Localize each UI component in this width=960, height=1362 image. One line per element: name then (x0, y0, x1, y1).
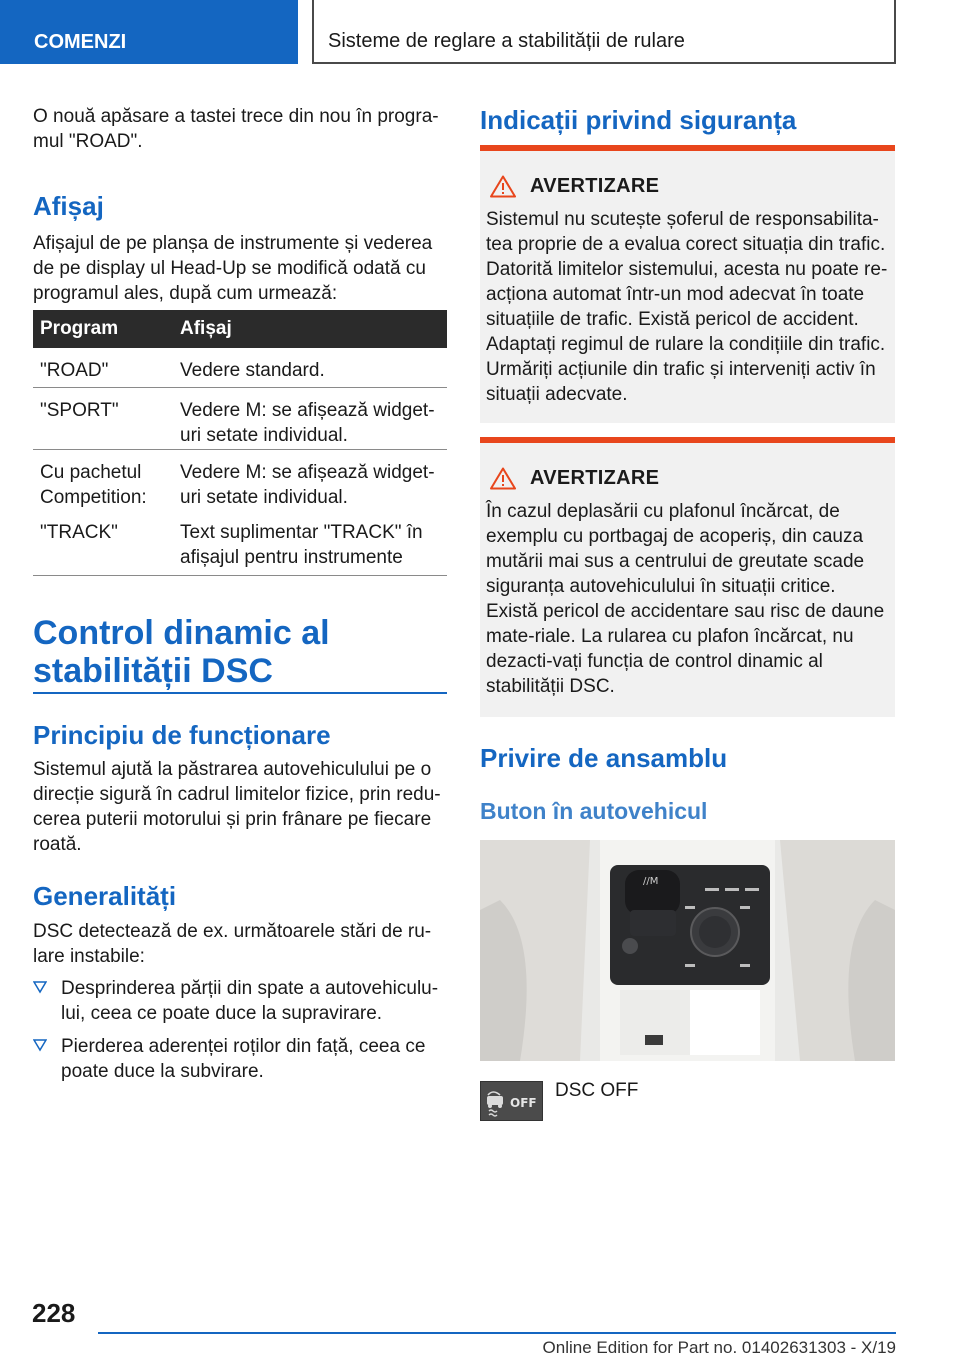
table-cell-display: Text suplimentar "TRACK" în afișajul pentru instrumente (173, 510, 447, 576)
warning-title: AVERTIZARE (530, 466, 660, 489)
table-cell-program: "TRACK" (33, 510, 173, 576)
principle-heading: Principiu de funcționare (33, 720, 331, 750)
table-cell-program: "ROAD" (33, 348, 173, 387)
principle-paragraph: Sistemul ajută la păstrarea autovehiculului pe o direcție sigură în cadrul limitelor fizice, prin redu-cerea puterii motorului și prin frânare pe fiecare roată. (33, 759, 441, 855)
table-header-program: Program (33, 310, 173, 348)
list-item (33, 1034, 447, 1084)
display-heading: Afișaj (33, 191, 104, 221)
warning-text: În cazul deplasării cu plafonul încărcat, de exemplu cu portbagaj de acoperiș, din cauza mutării mai sus a centrului de greutate scade siguranța autovehiculului în situații critice. Există pericol de accidentare sau risc de daune mate-riale. La rularea cu plafon încărcat, nu dezacti-vați funcția de control dinamic al stabilității DSC. (486, 501, 885, 697)
warning-title: AVERTIZARE (530, 174, 660, 197)
list-item (33, 976, 447, 1026)
chapter-tab: COMENZI (0, 0, 298, 64)
warning-text: Sistemul nu scutește șoferul de responsabilita-tea proprie de a evalua corect situația din trafic. Datorită limitelor sistemului, acesta nu poate re-acționa automat într-un mod adecvat în toate situațiile de trafic. Există pericol de accident. Adaptați regimul de rulare la condițiile din trafic. Urmăriți acțiunile din trafic și interveniți activ în situații adecvate. (486, 209, 888, 405)
list-item-text: Pierderea aderenței roților din față, ceea ce poate duce la subvirare. (61, 1036, 426, 1082)
center-console-photo (480, 840, 895, 1061)
instability-list (33, 976, 447, 1092)
icon-off-text: OFF (510, 1096, 537, 1110)
warning-triangle-icon (490, 175, 516, 198)
table-cell-display: Vedere standard. (173, 348, 447, 387)
bullet-triangle-icon (33, 980, 47, 994)
table-row (33, 510, 447, 576)
heading-divider (33, 692, 447, 694)
svg-text://M: //M (643, 876, 659, 887)
display-paragraph: Afișajul de pe planșa de instrumente și vederea de pe display ul Head-Up se modifică odată cu programul ales, după cum urmează: (33, 233, 433, 304)
button-heading: Buton în autovehicul (480, 798, 708, 824)
dsc-off-label: DSC OFF (555, 1080, 639, 1101)
table-row (33, 449, 447, 510)
table-cell-program: Cu pachetul Competition: (40, 461, 147, 508)
page-header-title: Sisteme de reglare a stabilității de rulare (312, 0, 896, 64)
list-item-text: Desprinderea părții din spate a autovehiculu-lui, ceea ce poate duce la supravirare. (61, 978, 439, 1024)
edition-footer: Online Edition for Part no. 01402631303 - X/19 (542, 1338, 896, 1357)
table-header-display: Afișaj (173, 310, 447, 348)
table-cell-display: Vedere M: se afișează widget-uri setate individual. (173, 387, 447, 449)
footer-divider (98, 1332, 896, 1334)
table-row (33, 387, 447, 449)
warning-box (480, 145, 895, 423)
general-paragraph: DSC detectează de ex. următoarele stări de ru-lare instabile: (33, 921, 432, 967)
bullet-triangle-icon (33, 1038, 47, 1052)
table-row (33, 348, 447, 387)
warning-triangle-icon (490, 467, 516, 490)
safety-heading: Indicații privind siguranța (480, 105, 797, 135)
page-number: 228 (32, 1298, 76, 1328)
warning-box (480, 437, 895, 717)
program-table (33, 310, 447, 576)
table-cell-program: "SPORT" (33, 387, 173, 449)
general-heading: Generalități (33, 881, 177, 911)
intro-paragraph: O nouă apăsare a tastei trece din nou în progra-mul "ROAD". (33, 106, 439, 152)
overview-heading: Privire de ansamblu (480, 743, 728, 773)
table-cell-display: Vedere M: se afișează widget-uri setate individual. (180, 461, 435, 508)
dsc-heading: Control dinamic al stabilității DSC (33, 614, 330, 690)
dsc-off-button-icon (480, 1081, 543, 1121)
